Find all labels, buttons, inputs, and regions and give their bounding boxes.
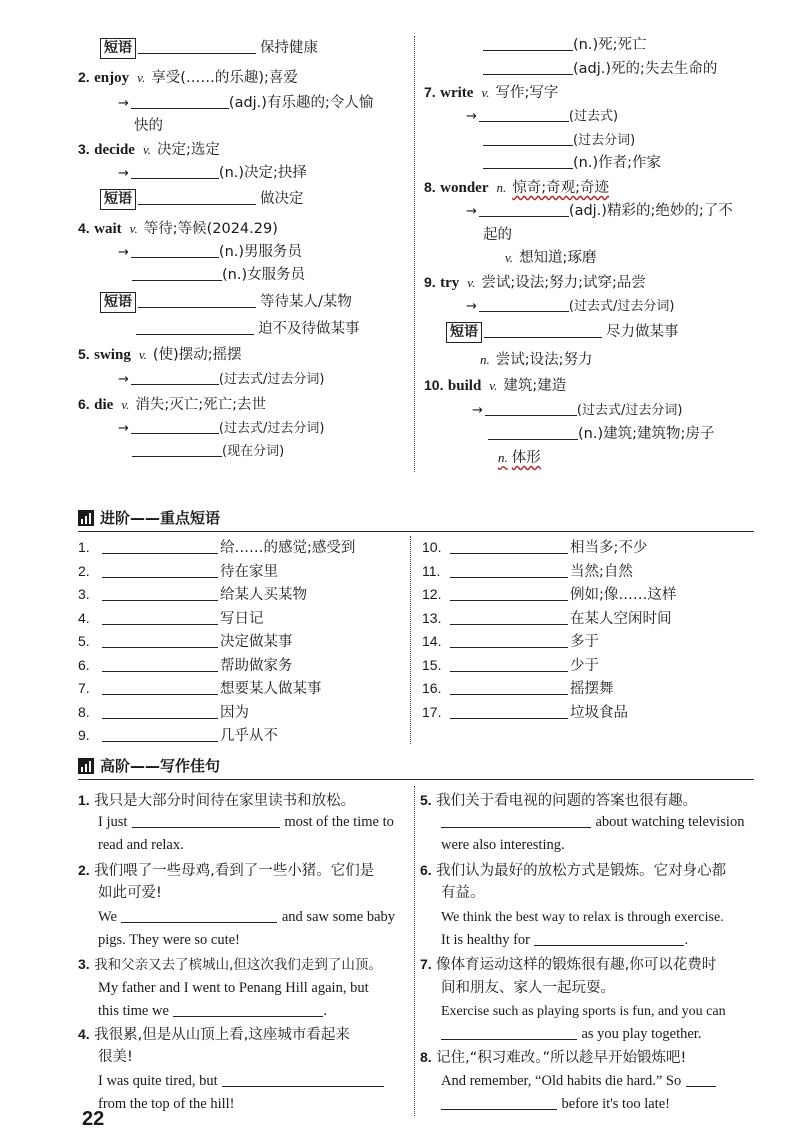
vocab-line-continued: 快的 bbox=[134, 118, 163, 134]
answer-blank[interactable] bbox=[102, 728, 218, 742]
sentence-item-3: 3. 我和父亲又去了槟城山,但这次我们走到了山顶。 bbox=[78, 956, 382, 973]
vocab-entry-die: 6. die v. 消失;灭亡;死亡;去世 bbox=[78, 396, 267, 413]
section-header-key-phrases bbox=[78, 506, 754, 532]
vocab-derivative-line: (n.)女服务员 bbox=[132, 265, 305, 287]
item-number: 17. bbox=[422, 703, 442, 720]
sentence-english-line: I was quite tired, but bbox=[98, 1071, 384, 1093]
vocab-derivative-line: → (过去式/过去分词) bbox=[466, 299, 675, 314]
vocab-phrase-line: 短语 等待某人/某物 bbox=[100, 292, 352, 314]
vocab-entry-try: 9. try v. 尝试;设法;努力;试穿;品尝 bbox=[424, 274, 646, 291]
vocab-derivative-line: → (n.)男服务员 bbox=[118, 244, 303, 260]
answer-blank[interactable] bbox=[138, 294, 256, 308]
answer-blank[interactable] bbox=[479, 298, 569, 312]
sentence-chinese-line: 间和朋友、家人一起玩耍。 bbox=[441, 980, 615, 996]
answer-blank[interactable] bbox=[441, 814, 591, 828]
answer-blank[interactable] bbox=[450, 658, 568, 672]
vocab-derivative-line: (n.)死;死亡 bbox=[483, 35, 647, 57]
item-number: 15. bbox=[422, 656, 442, 673]
sentence-english-line: And remember, “Old habits die hard.” So bbox=[441, 1071, 716, 1093]
phrase-tag: 短语 bbox=[100, 189, 136, 210]
phrase-item bbox=[422, 537, 647, 559]
sentence-english-line: It is healthy for . bbox=[441, 932, 689, 948]
vocab-derivative-line: → (过去式/过去分词) bbox=[118, 372, 325, 387]
vocab-derivative-line: → (adj.)有乐趣的;令人愉 bbox=[118, 95, 374, 111]
sentence-english-line: Exercise such as playing sports is fun, and you can bbox=[441, 1004, 726, 1019]
arrow-right-icon: → bbox=[466, 109, 477, 124]
answer-blank[interactable] bbox=[131, 95, 229, 109]
answer-blank[interactable] bbox=[131, 165, 219, 179]
answer-blank[interactable] bbox=[441, 1096, 557, 1110]
vocab-derivative-line: → (过去式/过去分词) bbox=[472, 403, 683, 418]
answer-blank[interactable] bbox=[102, 681, 218, 695]
answer-blank[interactable] bbox=[479, 203, 569, 217]
answer-blank[interactable] bbox=[102, 705, 218, 719]
vocab-derivative-line: → (n.)决定;抉择 bbox=[118, 165, 307, 181]
arrow-right-icon: → bbox=[118, 96, 129, 111]
answer-blank[interactable] bbox=[479, 108, 569, 122]
vocab-phrase-line: 短语 做决定 bbox=[100, 189, 304, 211]
answer-blank[interactable] bbox=[222, 1073, 384, 1087]
vocab-phrase-line: 短语 尽力做某事 bbox=[446, 322, 679, 344]
vocab-entry-swing: 5. swing v. (使)摆动;摇摆 bbox=[78, 346, 242, 363]
item-number: 16. bbox=[422, 680, 442, 696]
phrase-item bbox=[422, 561, 633, 583]
sentence-english-line: before it's too late! bbox=[441, 1094, 670, 1116]
phrase-meaning: 几乎从不 bbox=[220, 728, 278, 744]
sentence-english-line: We think the best way to relax is through exercise. bbox=[441, 910, 724, 925]
item-number: 1. bbox=[78, 539, 90, 555]
sentence-english-line: this time we . bbox=[98, 1003, 327, 1019]
phrase-meaning: 给……的感觉;感受到 bbox=[220, 540, 356, 556]
phrase-meaning: 在某人空闲时间 bbox=[570, 610, 672, 627]
item-number: 13. bbox=[422, 609, 442, 626]
item-number: 10. bbox=[422, 539, 442, 555]
vocab-sense-line: n. 体形 bbox=[498, 450, 541, 466]
item-number: 6. bbox=[78, 656, 90, 673]
vocab-derivative-line: → (adj.)精彩的;绝妙的;了不 bbox=[466, 203, 733, 219]
answer-blank[interactable] bbox=[102, 540, 218, 554]
vocab-derivative-line: (adj.)死的;失去生命的 bbox=[483, 59, 717, 81]
sentence-item-6: 6. 我们认为最好的放松方式是锻炼。它对身心都 bbox=[420, 862, 727, 879]
phrase-meaning: 少于 bbox=[570, 657, 599, 674]
phrase-item bbox=[78, 655, 293, 677]
item-number: 12. bbox=[422, 586, 442, 602]
sentence-english-line: We and saw some baby bbox=[98, 909, 396, 925]
item-number: 9. bbox=[78, 727, 90, 743]
item-number: 11. bbox=[422, 562, 441, 579]
answer-blank[interactable] bbox=[102, 564, 218, 578]
sentence-english-line: My father and I went to Penang Hill again, but bbox=[98, 980, 369, 996]
answer-blank[interactable] bbox=[534, 932, 684, 946]
vocab-entry-enjoy: 2. enjoy v. 享受(……的乐趣);喜爱 bbox=[78, 69, 298, 86]
arrow-right-icon: → bbox=[466, 204, 477, 219]
phrase-tag: 短语 bbox=[100, 38, 136, 59]
phrase-meaning: 垃圾食品 bbox=[570, 704, 628, 721]
phrase-item bbox=[422, 702, 628, 724]
answer-blank[interactable] bbox=[450, 540, 568, 554]
phrase-meaning: 例如;像……这样 bbox=[570, 587, 677, 603]
vocab-phrase-line: 迫不及待做某事 bbox=[136, 319, 360, 341]
phrase-item bbox=[78, 608, 264, 630]
phrase-meaning: 帮助做家务 bbox=[220, 657, 293, 674]
answer-blank[interactable] bbox=[132, 443, 222, 457]
arrow-right-icon: → bbox=[118, 245, 129, 260]
phrase-meaning: 因为 bbox=[220, 704, 249, 721]
arrow-right-icon: → bbox=[472, 403, 483, 418]
phrase-item bbox=[78, 537, 355, 559]
vocab-derivative-line: → (过去式) bbox=[466, 109, 619, 124]
item-number: 8. bbox=[78, 703, 90, 720]
column-divider bbox=[414, 36, 415, 472]
section-title: 高阶——写作佳句 bbox=[100, 757, 221, 775]
vocab-line-continued: 起的 bbox=[483, 227, 512, 243]
phrase-meaning: 当然;自然 bbox=[570, 563, 633, 580]
item-number: 14. bbox=[422, 633, 442, 649]
section-title: 进阶——重点短语 bbox=[100, 509, 221, 527]
phrase-item bbox=[422, 631, 599, 653]
phrase-meaning: 写日记 bbox=[220, 610, 264, 627]
item-number: 5. bbox=[78, 633, 90, 649]
answer-blank[interactable] bbox=[138, 191, 256, 205]
answer-blank[interactable] bbox=[450, 587, 568, 601]
item-number: 2. bbox=[78, 562, 90, 579]
phrase-item bbox=[78, 584, 307, 606]
phrase-item bbox=[78, 725, 278, 747]
sentence-item-4: 4. 我很累,但是从山顶上看,这座城市看起来 bbox=[78, 1026, 350, 1043]
answer-blank[interactable] bbox=[450, 564, 568, 578]
vocab-sense-line: n. 尝试;设法;努力 bbox=[480, 352, 593, 368]
answer-blank[interactable] bbox=[102, 634, 218, 648]
answer-blank[interactable] bbox=[485, 402, 577, 416]
phrase-meaning: 待在家里 bbox=[220, 563, 278, 580]
item-number: 3. bbox=[78, 586, 90, 602]
answer-blank[interactable] bbox=[102, 658, 218, 672]
vocab-entry-wonder: 8. wonder n. 惊奇;奇观;奇迹 bbox=[424, 179, 610, 196]
vocab-derivative-line: → (过去式/过去分词) bbox=[118, 421, 325, 436]
phrase-meaning: 相当多;不少 bbox=[570, 540, 648, 556]
answer-blank[interactable] bbox=[488, 426, 578, 440]
phrase-item bbox=[78, 631, 293, 653]
arrow-right-icon: → bbox=[118, 166, 129, 181]
sentence-chinese-line: 有益。 bbox=[441, 885, 485, 901]
phrase-meaning: 给某人买某物 bbox=[220, 587, 307, 603]
sentence-english-line: I just most of the time to bbox=[98, 814, 394, 830]
phrase-meaning: 多于 bbox=[570, 634, 599, 650]
answer-blank[interactable] bbox=[686, 1073, 716, 1087]
phrase-item bbox=[78, 561, 278, 583]
page-number: 22 bbox=[82, 1108, 105, 1130]
bar-chart-icon bbox=[78, 758, 94, 774]
bar-chart-icon bbox=[78, 510, 94, 526]
sentence-item-1: 1. 我只是大部分时间待在家里读书和放松。 bbox=[78, 792, 356, 809]
phrase-meaning: 决定做某事 bbox=[220, 634, 293, 650]
sentence-chinese-line: 很美! bbox=[98, 1049, 133, 1065]
phrase-item bbox=[78, 702, 249, 724]
arrow-right-icon: → bbox=[466, 299, 477, 314]
phrase-item bbox=[422, 678, 614, 700]
phrase-item bbox=[422, 584, 676, 606]
arrow-right-icon: → bbox=[118, 421, 129, 436]
sentence-english-line: read and relax. bbox=[98, 837, 184, 853]
answer-blank[interactable] bbox=[102, 611, 218, 625]
answer-blank[interactable] bbox=[450, 705, 568, 719]
answer-blank[interactable] bbox=[483, 132, 573, 146]
vocab-entry-wait: 4. wait v. 等待;等候(2024.29) bbox=[78, 220, 278, 237]
answer-blank[interactable] bbox=[131, 420, 219, 434]
sentence-english-line: as you play together. bbox=[441, 1024, 701, 1046]
vocab-entry-write: 7. write v. 写作;写字 bbox=[424, 84, 559, 101]
answer-blank[interactable] bbox=[483, 37, 573, 51]
answer-blank[interactable] bbox=[441, 1026, 577, 1040]
answer-blank[interactable] bbox=[138, 40, 256, 54]
vocab-entry-decide: 3. decide v. 决定;选定 bbox=[78, 141, 220, 158]
sentence-english-line: about watching television bbox=[441, 812, 744, 834]
arrow-right-icon: → bbox=[118, 372, 129, 387]
section-header-writing bbox=[78, 754, 754, 780]
vocab-phrase-line: 短语 保持健康 bbox=[100, 38, 318, 60]
answer-blank[interactable] bbox=[132, 267, 222, 281]
answer-blank[interactable] bbox=[483, 155, 573, 169]
answer-blank[interactable] bbox=[131, 244, 219, 258]
answer-blank[interactable] bbox=[483, 61, 573, 75]
sentence-item-2: 2. 我们喂了一些母鸡,看到了一些小猪。它们是 bbox=[78, 862, 375, 879]
sentence-item-8: 8. 记住,“积习难改。”所以趁早开始锻炼吧! bbox=[420, 1049, 687, 1066]
vocab-derivative-line: (n.)作者;作家 bbox=[483, 153, 661, 175]
sentence-english-line: from the top of the hill! bbox=[98, 1096, 235, 1112]
phrase-item bbox=[422, 655, 599, 677]
phrase-item bbox=[422, 608, 672, 630]
answer-blank[interactable] bbox=[121, 909, 277, 923]
vocab-derivative-line: (现在分词) bbox=[132, 441, 284, 463]
phrase-item bbox=[78, 678, 322, 700]
column-divider bbox=[414, 786, 415, 1116]
item-number: 4. bbox=[78, 609, 90, 626]
answer-blank[interactable] bbox=[450, 611, 568, 625]
phrase-tag: 短语 bbox=[100, 292, 136, 313]
answer-blank[interactable] bbox=[450, 681, 568, 695]
column-divider bbox=[410, 536, 411, 744]
answer-blank[interactable] bbox=[132, 814, 280, 828]
vocab-sense-line: v. 想知道;琢磨 bbox=[505, 250, 597, 266]
answer-blank[interactable] bbox=[450, 634, 568, 648]
vocab-derivative-line: (n.)建筑;建筑物;房子 bbox=[488, 424, 714, 446]
phrase-meaning: 想要某人做某事 bbox=[220, 681, 322, 697]
sentence-english-line: pigs. They were so cute! bbox=[98, 932, 240, 948]
answer-blank[interactable] bbox=[484, 324, 602, 338]
sentence-item-5: 5. 我们关于看电视的问题的答案也很有趣。 bbox=[420, 792, 698, 809]
sentence-chinese-line: 如此可爱! bbox=[98, 885, 162, 901]
sentence-english-line: were also interesting. bbox=[441, 837, 565, 853]
answer-blank[interactable] bbox=[173, 1003, 323, 1017]
answer-blank[interactable] bbox=[131, 371, 219, 385]
answer-blank[interactable] bbox=[102, 587, 218, 601]
phrase-meaning: 摇摆舞 bbox=[570, 681, 614, 697]
vocab-derivative-line: (过去分词) bbox=[483, 130, 635, 152]
item-number: 7. bbox=[78, 680, 90, 696]
answer-blank[interactable] bbox=[136, 321, 254, 335]
vocab-entry-build: 10. build v. 建筑;建造 bbox=[424, 377, 567, 394]
phrase-tag: 短语 bbox=[446, 322, 482, 343]
sentence-item-7: 7. 像体育运动这样的锻炼很有趣,你可以花费时 bbox=[420, 956, 717, 973]
